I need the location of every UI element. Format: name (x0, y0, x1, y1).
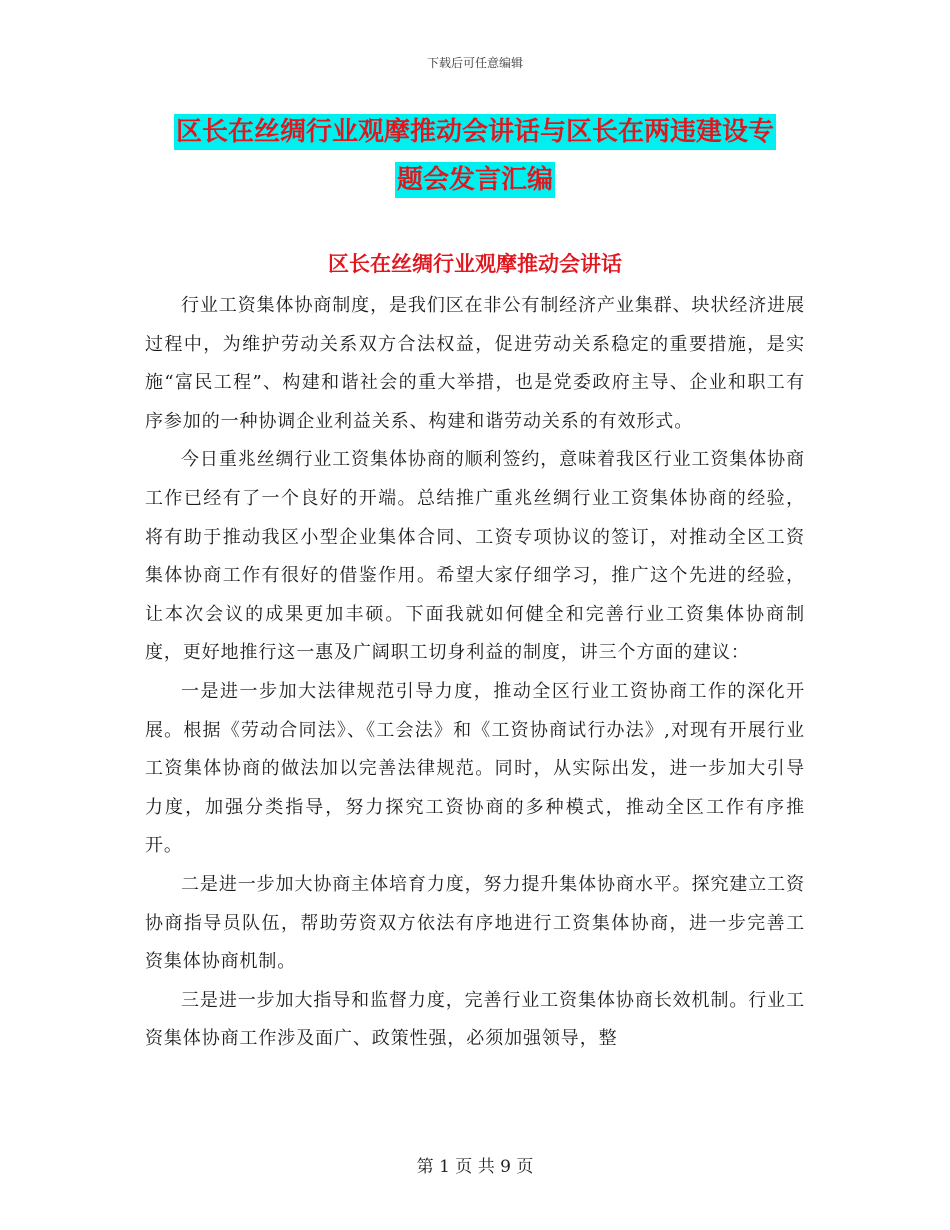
document-body (145, 287, 805, 1059)
page-number-footer: 第 1 页 共 9 页 (416, 1157, 534, 1177)
body-paragraph: 二是进一步加大协商主体培育力度，努力提升集体协商水平。探究建立工资协商指导员队伍，帮助劳资双方依法有序地进行工资集体协商，进一步完善工资集体协商机制。 (145, 873, 805, 973)
header-note: 下载后可任意编辑 (426, 56, 523, 70)
body-paragraph: 一是进一步加大法律规范引导力度，推动全区行业工资协商工作的深化开展。根据《劳动合同法》、《工会法》和《工资协商试行办法》,对现有开展行业工资集体协商的做法加以完善法律规范。同时，从实际出发，进一步加大引导力度，加强分类指导，努力探究工资协商的多种模式，推动全区工作有序推开。 (145, 680, 805, 857)
body-paragraph: 行业工资集体协商制度，是我们区在非公有制经济产业集群、块状经济进展过程中，为维护劳动关系双方合法权益，促进劳动关系稳定的重要措施，是实施“富民工程”、构建和谐社会的重大举措，也是党委政府主导、企业和职工有序参加的一种协调企业利益关系、构建和谐劳动关系的有效形式。 (145, 295, 805, 432)
section-subtitle: 区长在丝绸行业观摩推动会讲话 (328, 251, 622, 276)
body-paragraph: 三是进一步加大指导和监督力度，完善行业工资集体协商长效机制。行业工资集体协商工作涉及面广、政策性强，必须加强领导，整 (145, 989, 805, 1050)
main-title-line-1: 区长在丝绸行业观摩推动会讲话与区长在两违建设专 (174, 114, 776, 150)
document-main-title (150, 108, 800, 204)
main-title-line-2: 题会发言汇编 (395, 162, 555, 198)
body-paragraph: 今日重兆丝绸行业工资集体协商的顺利签约，意味着我区行业工资集体协商工作已经有了一个良好的开端。总结推广重兆丝绸行业工资集体协商的经验，将有助于推动我区小型企业集体合同、工资专项协议的签订，对推动全区工资集体协商工作有很好的借鉴作用。希望大家仔细学习，推广这个先进的经验，让本次会议的成果更加丰硕。下面我就如何健全和完善行业工资集体协商制度，更好地推行这一惠及广阔职工切身利益的制度，讲三个方面的建议： (145, 449, 805, 664)
